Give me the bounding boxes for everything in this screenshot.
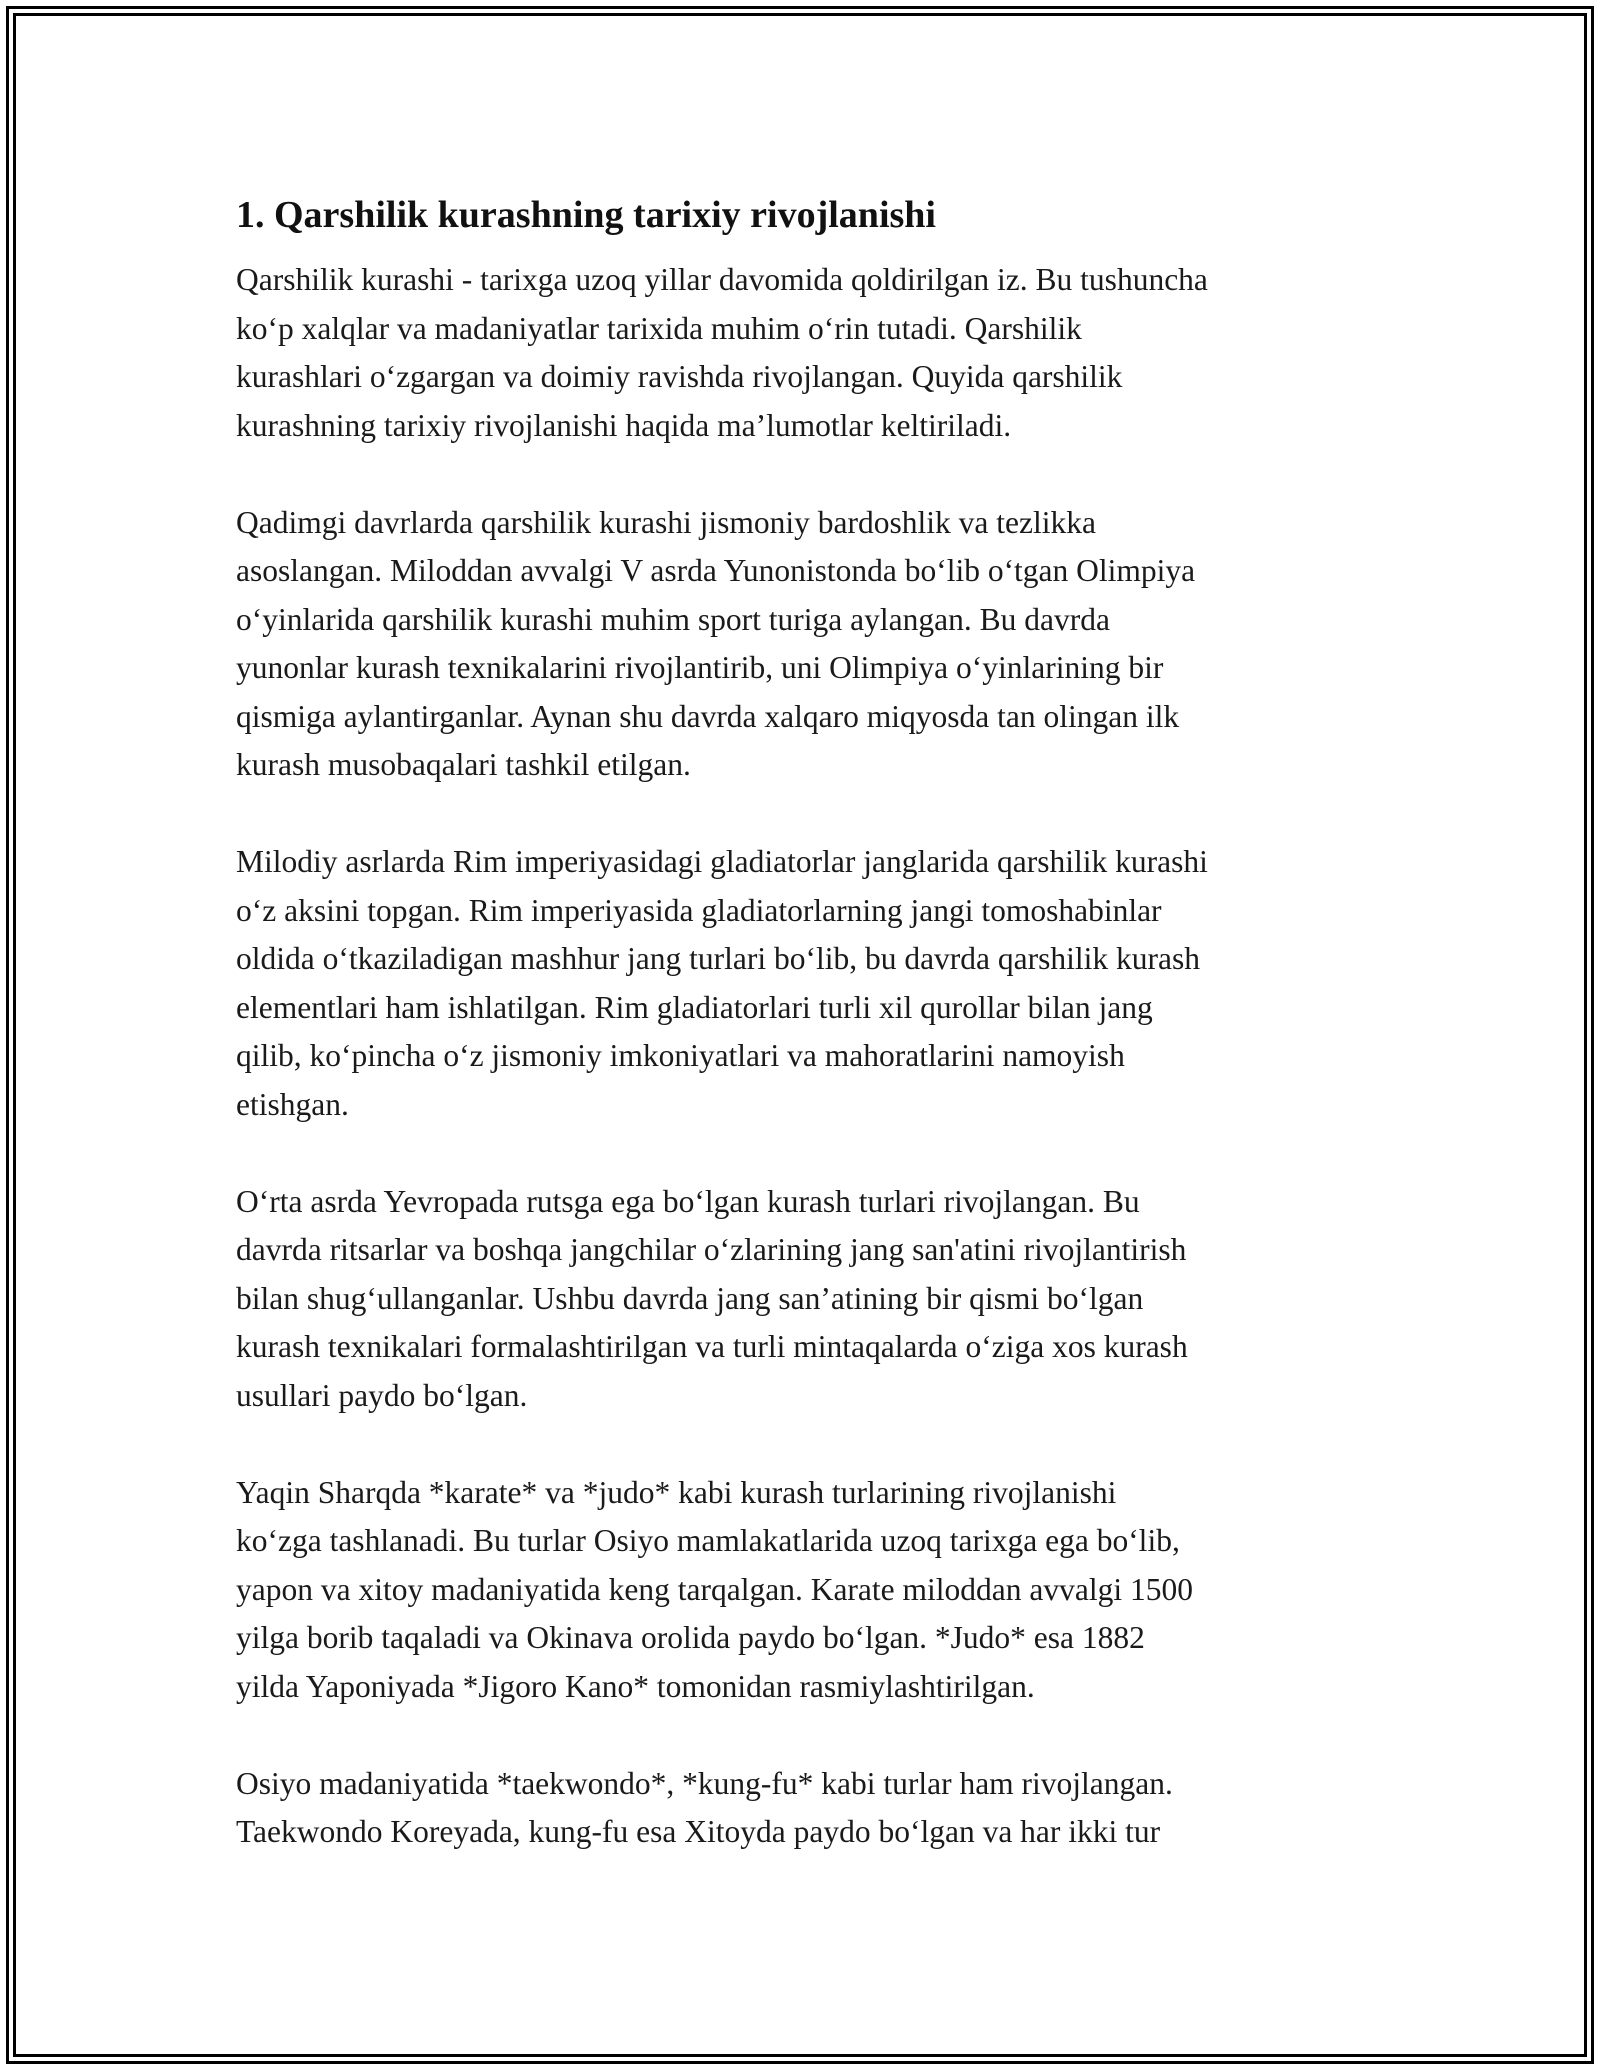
text-line: ko‘zga tashlanadi. Bu turlar Osiyo mamlakatlarida uzoq tarixga ega bo‘lib, (236, 1523, 1180, 1558)
page-title: 1. Qarshilik kurashning tarixiy rivojlanishi (236, 194, 936, 236)
paragraph-4 (236, 1178, 1386, 1421)
text-line: ko‘p xalqlar va madaniyatlar tarixida muhim o‘rin tutadi. Qarshilik (236, 310, 1082, 346)
text-line: Qadimgi davrlarda qarshilik kurashi jismoniy bardoshlik va tezlikka (236, 504, 1096, 540)
paragraph-1 (236, 256, 1386, 450)
text-line: usullari paydo bo‘lgan. (236, 1377, 528, 1413)
text-line: etishgan. (236, 1086, 349, 1122)
text-line: bilan shug‘ullanganlar. Ushbu davrda jang san’atining bir qismi bo‘lgan (236, 1280, 1144, 1316)
text-line: kurashning tarixiy rivojlanishi haqida ma’lumotlar keltiriladi. (236, 407, 1012, 443)
text-line: Qarshilik kurashi - tarixga uzoq yillar davomida qoldirilgan iz. Bu tushuncha (236, 262, 1208, 297)
paragraph-3 (236, 838, 1386, 1129)
text-line: qismiga aylantirganlar. Aynan shu davrda xalqaro miqyosda tan olingan ilk (236, 698, 1180, 734)
text-line: asoslangan. Miloddan avvalgi V asrda Yunonistonda bo‘lib o‘tgan Olimpiya (236, 553, 1196, 588)
paragraph-5 (236, 1469, 1386, 1712)
paragraph-2 (236, 499, 1386, 790)
text-line: Yaqin Sharqda *karate* va *judo* kabi kurash turlarining rivojlanishi (236, 1474, 1117, 1510)
text-line: kurashlari o‘zgargan va doimiy ravishda rivojlangan. Quyida qarshilik (236, 359, 1123, 394)
text-line: O‘rta asrda Yevropada rutsga ega bo‘lgan kurash turlari rivojlangan. Bu (236, 1183, 1140, 1219)
text-line: oldida o‘tkaziladigan mashhur jang turlari bo‘lib, bu davrda qarshilik kurash (236, 941, 1200, 976)
text-line: o‘z aksini topgan. Rim imperiyasida gladiatorlarning jangi tomoshabinlar (236, 892, 1162, 928)
text-line: kurash texnikalari formalashtirilgan va turli mintaqalarda o‘ziga xos kurash (236, 1329, 1188, 1364)
text-line: elementlari ham ishlatilgan. Rim gladiatorlari turli xil qurollar bilan jang (236, 989, 1153, 1025)
paragraph-6 (236, 1760, 1386, 1857)
text-line: Osiyo madaniyatida *taekwondo*, *kung-fu* kabi turlar ham rivojlangan. (236, 1765, 1173, 1801)
text-line: yunonlar kurash texnikalarini rivojlantirib, uni Olimpiya o‘yinlarining bir (236, 650, 1164, 685)
text-line: kurash musobaqalari tashkil etilgan. (236, 747, 691, 782)
text-line: yapon va xitoy madaniyatida keng tarqalgan. Karate miloddan avvalgi 1500 (236, 1571, 1193, 1607)
document-body (236, 188, 1386, 1905)
text-line: davrda ritsarlar va boshqa jangchilar o‘zlarining jang san'atini rivojlantirish (236, 1232, 1187, 1267)
text-line: yilga borib taqaladi va Okinava orolida paydo bo‘lgan. *Judo* esa 1882 (236, 1620, 1145, 1655)
text-line: o‘yinlarida qarshilik kurashi muhim sport turiga aylangan. Bu davrda (236, 601, 1110, 637)
text-line: Milodiy asrlarda Rim imperiyasidagi gladiatorlar janglarida qarshilik kurashi (236, 844, 1208, 879)
text-line: qilib, ko‘pincha o‘z jismoniy imkoniyatlari va mahoratlarini namoyish (236, 1038, 1125, 1073)
text-line: yilda Yaponiyada *Jigoro Kano* tomonidan rasmiylashtirilgan. (236, 1668, 1035, 1704)
text-line: Taekwondo Koreyada, kung-fu esa Xitoyda paydo bo‘lgan va har ikki tur (236, 1814, 1161, 1849)
